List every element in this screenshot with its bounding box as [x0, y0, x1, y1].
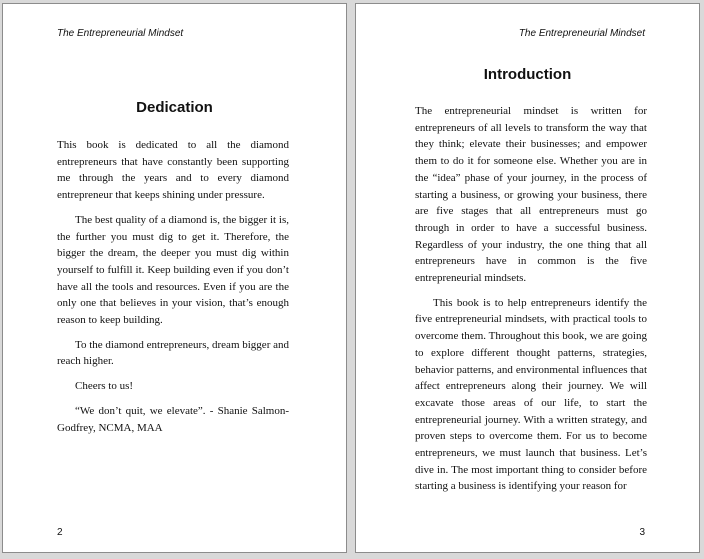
page-title: Introduction [483, 66, 572, 83]
page-number: 2 [57, 527, 63, 538]
page-title: Dedication [136, 99, 213, 116]
running-header: The Entrepreneurial Mindset [518, 28, 645, 39]
paragraph: This book is dedicated to all the diamond entrepreneurs that have constantly been supporting me through the years and to every diamond entrepreneur that keeps shining under pressure. [57, 139, 289, 202]
page-number: 3 [639, 527, 645, 538]
paragraph: To the diamond entrepreneurs, dream bigger and reach higher. [57, 338, 289, 368]
running-header: The Entrepreneurial Mindset [57, 28, 184, 39]
left-page [2, 3, 347, 553]
paragraph: “We don’t quit, we elevate”. - Shanie Salmon-Godfrey, NCMA, MAA [57, 404, 289, 434]
page-body [57, 137, 289, 444]
right-page [355, 3, 700, 553]
paragraph: This book is to help entrepreneurs identify the five entrepreneurial mindsets, with practical tools to overcome them. Throughout this book, we are going to explore different thought patterns, strategies, behavior patterns, and environmental influences that affect entrepreneurs along their journey. We will excavate those areas of our life, to start the entrepreneurial journey. With a written strategy, and proven steps to overcome them. For us to become entrepreneurs, we must launch that business. Let’s dive in. The most important thing to consider before starting a business is identifying your reason for [415, 296, 647, 493]
paragraph: Cheers to us! [75, 380, 134, 393]
paragraph: The entrepreneurial mindset is written for entrepreneurs of all levels to transform the way that they think; elevate their businesses; and empower them to do it for someone else. Whether you are in the “idea” phase of your journey, in the process of starting a business, or growing your business, there are five stages that all entrepreneurs must go through in order to have a successful business. Regardless of your industry, the one thing that all entrepreneurs have in common is the five entrepreneurial mindsets. [415, 105, 647, 285]
paragraph: The best quality of a diamond is, the bigger it is, the further you must dig to get it. Therefore, the bigger the dream, the deeper you must dig within yourself to fulfill it. Keep building even if you don’t have all the tools and resources. Even if you are the only one that believes in your vision, that’s enough reason to keep building. [57, 213, 289, 327]
page-body [415, 103, 647, 503]
